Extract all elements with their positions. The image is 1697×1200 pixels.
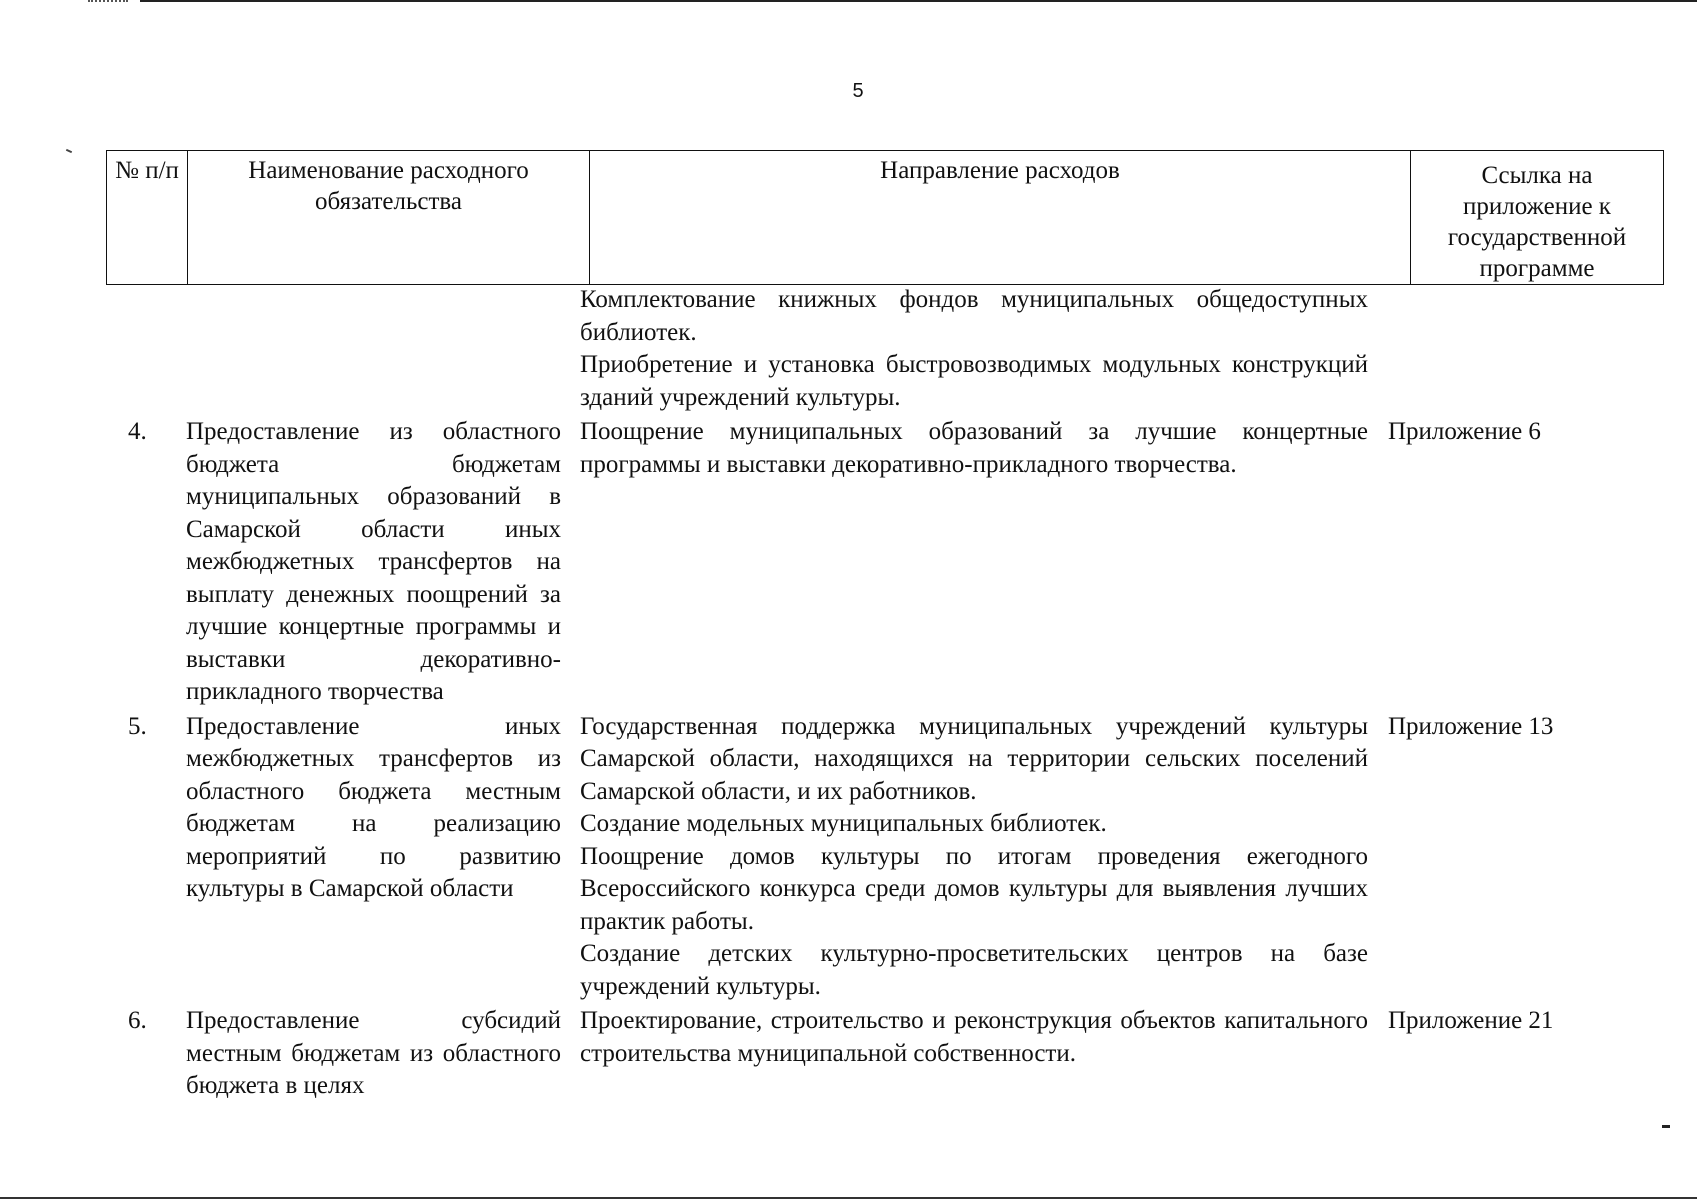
row-num: 4. — [128, 418, 147, 445]
header-name: Наименование расходного обязательства — [188, 151, 590, 285]
table-row — [106, 416, 1626, 709]
row-directions — [580, 416, 1368, 709]
direction-item: Проектирование, строительство и реконструкция объектов капитального строительства муниципальной собственности. — [580, 1007, 1368, 1067]
row-name: Предоставление субсидий местным бюджетам из областного бюджета в целях — [186, 1007, 561, 1099]
row-name — [186, 284, 561, 414]
row-reference: Приложение 13 — [1388, 712, 1554, 740]
table-row — [106, 1005, 1626, 1103]
row-num — [106, 284, 166, 414]
page-number: 5 — [852, 80, 864, 102]
table-row — [106, 711, 1626, 1004]
direction-item: Приобретение и установка быстровозводимых модульных конструкций зданий учреждений культуры. — [580, 351, 1368, 411]
row-directions — [580, 711, 1368, 1004]
row-reference — [1388, 284, 1618, 414]
scan-edge-mark — [88, 0, 128, 4]
scan-speck — [66, 149, 72, 153]
row-reference: Приложение 6 — [1388, 418, 1541, 445]
table-header — [106, 150, 1664, 285]
header-direction: Направление расходов — [590, 151, 1411, 285]
direction-item: Комплектование книжных фондов муниципальных общедоступных библиотек. — [580, 286, 1368, 346]
table-row — [106, 284, 1626, 414]
scan-edge-bottom — [0, 1197, 1697, 1199]
row-directions — [580, 1005, 1368, 1103]
direction-item: Поощрение домов культуры по итогам проведения ежегодного Всероссийского конкурса среди домов культуры для выявления лучших практик работы. — [580, 842, 1368, 935]
table-body — [106, 284, 1626, 1103]
row-directions — [580, 284, 1368, 414]
row-num: 5. — [128, 712, 147, 740]
direction-item: Государственная поддержка муниципальных учреждений культуры Самарской области, находящихся на территории сельских поселений Самарской области, и их работников. — [580, 712, 1368, 805]
row-name: Предоставление из областного бюджета бюджетам муниципальных образований в Самарской области иных межбюджетных трансфертов на выплату денежных поощрений за лучшие концертные программы и выставки декоративно-прикладного творчества — [186, 418, 561, 705]
row-num: 6. — [128, 1007, 147, 1034]
row-reference: Приложение 21 — [1388, 1007, 1554, 1034]
direction-item: Создание модельных муниципальных библиотек. — [580, 810, 1107, 837]
direction-item: Поощрение муниципальных образований за лучшие концертные программы и выставки декоративно-прикладного творчества. — [580, 418, 1368, 478]
direction-item: Создание детских культурно-просветительских центров на базе учреждений культуры. — [580, 940, 1368, 1000]
row-name: Предоставление иных межбюджетных трансфертов из областного бюджета местным бюджетам на реализацию мероприятий по развитию культуры в Самарской области — [186, 712, 561, 902]
scan-speck — [1662, 1125, 1670, 1128]
header-num: № п/п — [107, 151, 188, 285]
header-reference: Ссылка на приложение к государственной программе — [1411, 151, 1664, 285]
scan-edge-top — [140, 0, 1697, 2]
